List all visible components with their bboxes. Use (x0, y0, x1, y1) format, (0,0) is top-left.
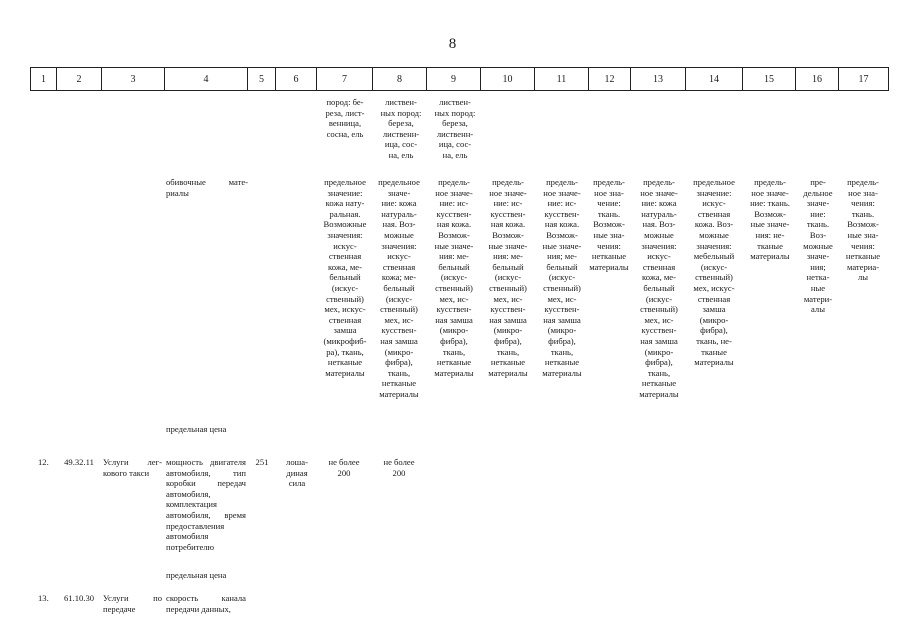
upholstery-word-3: риалы (166, 187, 189, 198)
row12-c7-value: не более 200 (328, 457, 360, 478)
cell-c15-upholstery: предель- ное значе- ние: ткань. Возмож- ные значе- ния: не- тканые материалы (750, 177, 790, 262)
row12-service-w2: лег- (147, 457, 162, 467)
cell-c11-upholstery: предель- ное значе- ние: ис- кусствен- ная кожа. Возмож- ные значе- ния; ме- бельный (искус- ственный) мех, ис- кусствен- ная замша (микро- фибра), ткань, нетканые материалы (542, 177, 582, 378)
page-number: 8 (448, 36, 457, 52)
price-limit-label-2: предельная цена (166, 570, 227, 580)
row13-characteristics: скорость канала передачи данных, (166, 593, 246, 614)
cell-c13-upholstery: предель- ное значе- ние: кожа натураль- ная. Воз- можные значения: искус- ственная кожа, ме- бельный (искус- ственный) мех, ис- кусствен- ная замша (микро- фибра), ткань, нетканые материалы (639, 177, 679, 399)
cell-c9-upholstery: предель- ное значе- ние: ис- кусствен- ная кожа. Возмож- ные значе- ния: ме- бельный (искус- ственный) мех, ис- кусствен- ная замша (микро- фибра), ткань, нетканые материалы (434, 177, 474, 378)
column-header-8: 8 (372, 67, 427, 91)
column-header-14: 14 (685, 67, 743, 91)
column-header-11: 11 (534, 67, 589, 91)
cell-c16-upholstery: пре- дельное значе- ние: ткань. Воз- можные значе- ния; нетка- ные матери- алы (803, 177, 833, 315)
cell-c7-wood: пород: бе- реза, лист- венница, сосна, ель (325, 97, 365, 139)
column-header-13: 13 (630, 67, 686, 91)
row12-unit: лоша- диная сила (286, 457, 308, 489)
row12-c8-value: не более 200 (383, 457, 415, 478)
cell-c14-upholstery: предельное значение: искус- ственная кожа. Воз- можные значения: мебельный (искус- ственный) мех, искус- ственная замша (микро- фибра), ткань, не- тканые материалы (693, 177, 735, 368)
row12-service-w3: кового такси (103, 467, 150, 478)
upholstery-word-1: обивочные (166, 177, 206, 187)
price-limit-label: предельная цена (166, 424, 227, 434)
row13-num: 13. (38, 593, 49, 603)
column-header-12: 12 (588, 67, 631, 91)
cell-c9-wood: листвен- ных пород: береза, лиственн- ица, сос- на, ель (434, 97, 476, 160)
upholstery-word-2: мате- (228, 177, 248, 187)
column-header-9: 9 (426, 67, 481, 91)
cell-c7-upholstery: предельное значение: кожа нату- ральная. Возможные значения: искус- ственная кожа, ме- бельный (искус- ственный) мех, искус- ственная замша (микрофиб- ра), ткань, нетканые материалы (323, 177, 367, 378)
row12-code: 49.32.11 (64, 457, 94, 467)
row12-num: 12. (38, 457, 49, 467)
cell-c8-wood: листвен- ных пород: береза, лиственн- ица, сос- на, ель (380, 97, 422, 160)
row13-code: 61.10.30 (63, 593, 95, 603)
cell-c4-upholstery (166, 177, 248, 198)
column-header-15: 15 (742, 67, 796, 91)
column-header-1: 1 (30, 67, 57, 91)
column-header-10: 10 (480, 67, 535, 91)
column-header-3: 3 (101, 67, 165, 91)
column-header-17: 17 (838, 67, 889, 91)
column-header-7: 7 (316, 67, 373, 91)
row12-service (103, 457, 162, 478)
column-header-16: 16 (795, 67, 839, 91)
row12-characteristics: мощность двигателя автомобиля, тип коробки передач автомобиля, комплектация автомобиля, время предоставления автомобиля потребителю (166, 457, 246, 552)
cell-c10-upholstery: предель- ное значе- ние: ис- кусствен- ная кожа. Возмож- ные значе- ния: ме- бельный (искус- ственный) мех, ис- кусствен- ная замша (микро- фибра), ткань, нетканые материалы (488, 177, 528, 378)
row13-service-w1: Услуги (103, 593, 129, 603)
row13-service (103, 593, 162, 614)
row12-okei-code: 251 (255, 457, 269, 467)
cell-c8-upholstery: предельное значе- ние: кожа натураль- ная. Воз- можные значения: искус- ственная кожа; ме- бельный (искус- ственный) мех, ис- кусствен- ная замша (микро- фибра), ткань, нетканые материалы (378, 177, 420, 399)
column-header-5: 5 (247, 67, 276, 91)
column-header-6: 6 (275, 67, 317, 91)
cell-c17-upholstery: предель- ное зна- чения: ткань. Возмож- ные зна- чения: нетканые материа- лы (845, 177, 881, 283)
row13-service-w2: по (153, 593, 162, 603)
column-header-4: 4 (164, 67, 248, 91)
row13-service-w3: передаче (103, 603, 136, 614)
column-header-2: 2 (56, 67, 102, 91)
cell-c12-upholstery: предель- ное зна- чение: ткань. Возмож- ные зна- чения: нетканые материалы (589, 177, 629, 272)
row12-service-w1: Услуги (103, 457, 129, 467)
